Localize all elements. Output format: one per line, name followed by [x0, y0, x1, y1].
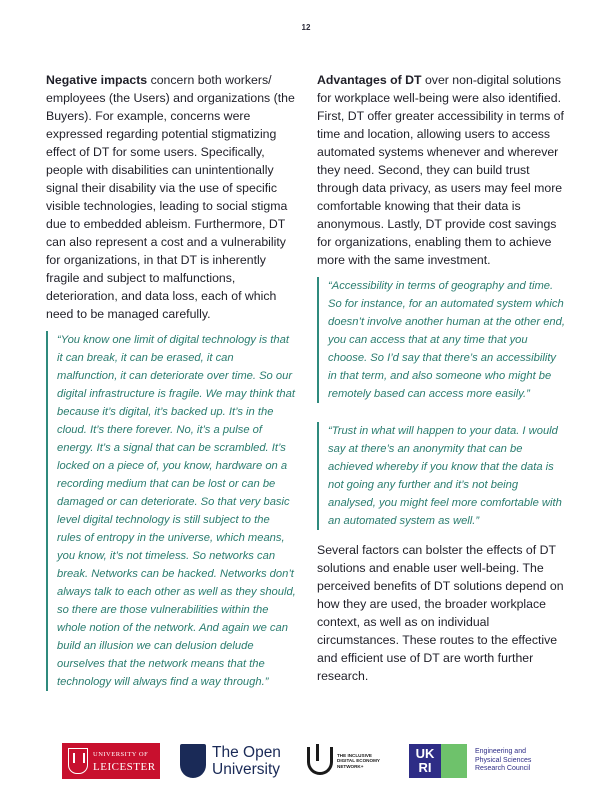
- idn-mark-icon: [307, 747, 333, 775]
- leicester-line-2: LEICESTER: [93, 761, 156, 773]
- quote-trust: “Trust in what will happen to your data. I would say at there’s an anonymity that can be achieved whereby if you know that the data is not going any further and it’s not being analysed, you might feel more comfortable with an automated system as well.”: [317, 422, 567, 530]
- negative-impacts-paragraph: [46, 71, 296, 323]
- negative-impacts-text: concern both workers/ employees (the Users) and organizations (the Buyers). For example, concerns were expressed regarding potential stigmatizing effect of DT for some users. Specifically, people with disabilities can unintentionally signal their disability via the use of specific visible technologies, leading to social stigma due to embedded ableism. Furthermore, DT can also represent a cost and a vulnerability for organizations, in that DT is inherently fragile and subject to malfunctions, deterioration, and data loss, each of which need to be managed carefully.: [46, 73, 295, 321]
- epsrc-line-3: Research Council: [475, 765, 531, 773]
- quote-digital-fragility: “You know one limit of digital technology is that it can break, it can be erased, it can malfunction, it can deteriorate over time. So our digital infrastructure is fragile. We may think that because it’s digital, it’s backed up. It’s in the cloud. It’s there forever. No, it’s a pulse of energy. It’s a signal that can be scrambled. It’s locked on a piece of, you know, hardware on a recording medium that can be lost or can be damaged or can deteriorate. So that very basic level digital technology is still subject to the rules of entropy in the universe, which means, you know, it’s not timeless. So networks can break. Networks can be hacked. Networks don’t always talk to each other as well as they should, so there are those vulnerabilities within the whole notion of the network. And again we can build an illusion we can delusion delude ourselves that the network means that the technology will always find a way through.”: [46, 331, 296, 691]
- idn-line-2: DIGITAL ECONOMY: [337, 758, 380, 764]
- open-university-logo: [180, 742, 281, 780]
- idn-line-3: NETWORK+: [337, 763, 364, 769]
- left-column: [46, 71, 296, 691]
- inclusive-digital-economy-network-logo: [307, 742, 380, 780]
- ukri-green-block: [441, 744, 467, 778]
- leicester-crest-icon: [68, 748, 88, 774]
- advantages-heading: Advantages of DT: [317, 73, 422, 87]
- leicester-line-1: UNIVERSITY OF: [93, 751, 149, 758]
- epsrc-line-1: Engineering and: [475, 748, 526, 756]
- university-of-leicester-logo: [62, 742, 160, 780]
- ou-line-1: The Open: [212, 744, 281, 761]
- quote-accessibility: “Accessibility in terms of geography and time. So for instance, for an automated system which doesn’t involve another human at the other end, you can access that at any time that you choose. So I’d say that there’s an accessibility in that term, and also someone who might be remotely based can access more easily.”: [317, 277, 567, 403]
- advantages-paragraph: [317, 71, 567, 269]
- ou-line-2: University: [212, 761, 281, 778]
- advantages-text: over non-digital solutions for workplace well-being were also identified. First, DT offer greater accessibility in terms of time and location, allowing users to access automated systems whenever and wherever they need. Second, they can build trust through data privacy, as users may feel more comfortable knowing that their data is anonymous. Lastly, DT provide cost savings for organizations, enabling them to achieve more with the same investment.: [317, 73, 564, 267]
- epsrc-line-2: Physical Sciences: [475, 756, 532, 764]
- negative-impacts-heading: Negative impacts: [46, 73, 148, 87]
- ukri-mark: UK RI: [409, 744, 441, 778]
- closing-paragraph: Several factors can bolster the effects of DT solutions and enable user well-being. The perceived benefits of DT solutions depend on how they are used, the broader workplace context, as well as on individual circumstances. These routes to the effective and efficient use of DT are worth further research.: [317, 543, 564, 683]
- right-column: [317, 71, 567, 685]
- page-number: 12: [301, 23, 311, 32]
- ukri-epsrc-logo: [409, 742, 531, 780]
- partner-logos: [0, 742, 612, 782]
- idn-line-1: THE INCLUSIVE: [337, 752, 372, 758]
- open-university-shield-icon: [180, 744, 206, 778]
